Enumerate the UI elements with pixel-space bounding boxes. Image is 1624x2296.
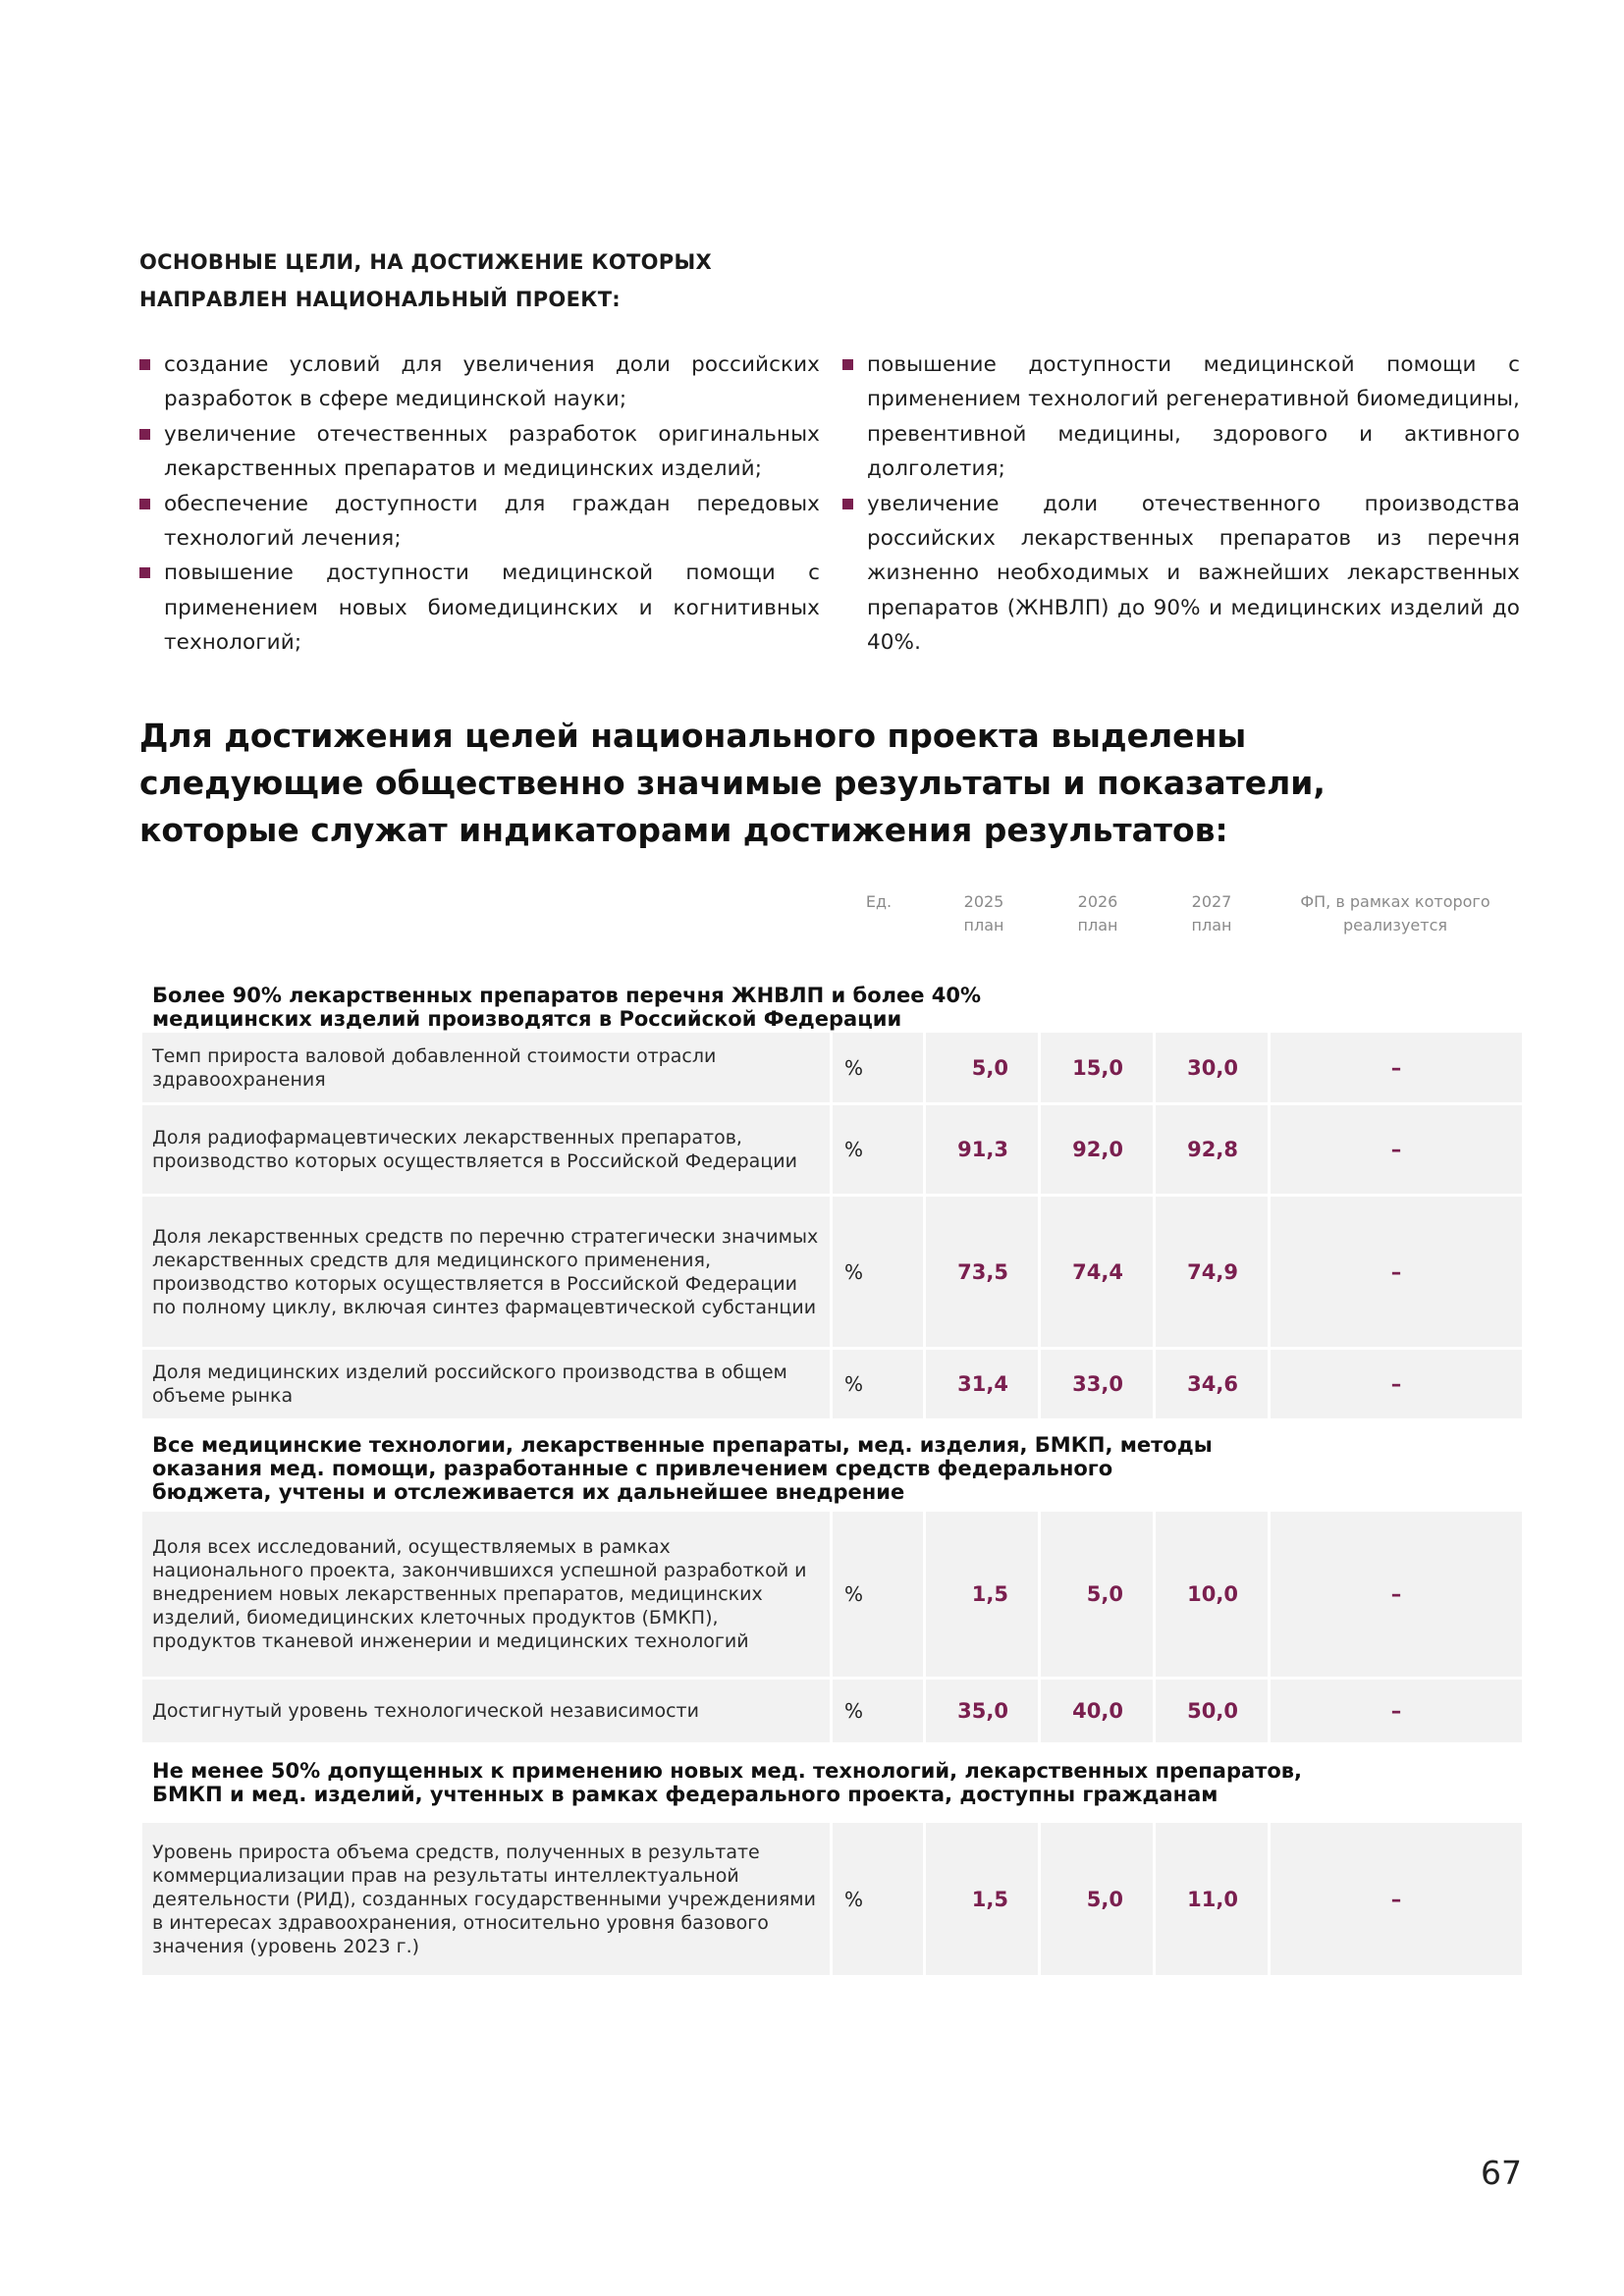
fp-value: – [1271, 1350, 1522, 1418]
value-2025: 5,0 [926, 1033, 1038, 1102]
value-2026: 15,0 [1041, 1033, 1153, 1102]
goal-item [139, 347, 820, 417]
indicator-name: Доля лекарственных средств по перечню стратегически значимых лекарственных средств для медицинского применения, производство которых осуществляется в Российской Федерации по полному циклу, включая синтез фармацевтической субстанции [142, 1197, 830, 1347]
goals-list-left [139, 347, 820, 661]
column-header-text: ФП, в рамках которого [1300, 892, 1490, 911]
indicator-name: Доля медицинских изделий российского производства в общем объеме рынка [142, 1350, 830, 1418]
goal-item [139, 487, 820, 557]
indicator-name: Темп прироста валовой добавленной стоимости отрасли здравоохранения [142, 1033, 830, 1102]
goal-text: создание условий для увеличения доли российских разработок в сфере медицинской науки; [164, 352, 820, 412]
section-heading-line: Для достижения целей национального проекта выделены [139, 717, 1247, 755]
table-row [142, 1197, 1522, 1347]
group-title-line: медицинских изделий производятся в Российской Федерации [152, 1007, 902, 1031]
section-heading [139, 713, 1514, 854]
goal-text: увеличение доли отечественного производства российских лекарственных препаратов из перечня жизненно необходимых и важнейших лекарственных препаратов (ЖНВЛП) до 90% и медицинских изделий до 40%. [867, 491, 1520, 656]
goal-item [842, 347, 1520, 487]
group-title [152, 1433, 1330, 1504]
goal-item [139, 556, 820, 660]
indicator-name: Доля всех исследований, осуществляемых в рамках национального проекта, закончившихся успешной разработкой и внедрением новых лекарственных препаратов, медицинских изделий, биомедицинских клеточных продуктов (БМКП), продуктов тканевой инженерии и медицинских технологий [142, 1512, 830, 1677]
goals-heading-line: НАПРАВЛЕН НАЦИОНАЛЬНЫЙ ПРОЕКТ: [139, 288, 622, 311]
group-title-line: бюджета, учтены и отслеживается их дальнейшее внедрение [152, 1480, 905, 1504]
page-number: 67 [1481, 2154, 1522, 2192]
fp-value: – [1271, 1823, 1522, 1975]
group-title [152, 1759, 1330, 1806]
square-bullet-icon [139, 359, 150, 370]
fp-value: – [1271, 1680, 1522, 1742]
group-title-line: оказания мед. помощи, разработанные с привлечением средств федерального [152, 1457, 1113, 1480]
goals-heading-line: ОСНОВНЫЕ ЦЕЛИ, НА ДОСТИЖЕНИЕ КОТОРЫХ [139, 250, 713, 274]
square-bullet-icon [139, 429, 150, 440]
indicator-name: Доля радиофармацевтических лекарственных препаратов, производство которых осуществляется в Российской Федерации [142, 1105, 830, 1194]
column-header-text: 2026 [1077, 892, 1118, 911]
group-title-line: Не менее 50% допущенных к применению новых мед. технологий, лекарственных препаратов, [152, 1759, 1303, 1783]
fp-value: – [1271, 1197, 1522, 1347]
value-2026: 74,4 [1041, 1197, 1153, 1347]
indicator-unit: % [833, 1350, 923, 1418]
value-2027: 10,0 [1156, 1512, 1268, 1677]
square-bullet-icon [139, 499, 150, 509]
indicator-unit: % [833, 1512, 923, 1677]
table-row [142, 1105, 1522, 1194]
indicator-unit: % [833, 1197, 923, 1347]
value-2027: 92,8 [1156, 1105, 1268, 1194]
column-header-text: Ед. [865, 892, 893, 911]
fp-value: – [1271, 1033, 1522, 1102]
value-2027: 11,0 [1156, 1823, 1268, 1975]
column-header-unit [854, 890, 903, 914]
group-title [152, 984, 1330, 1031]
group-title-line: Все медицинские технологии, лекарственные препараты, мед. изделия, БМКП, методы [152, 1433, 1213, 1457]
column-header-text: реализуется [1343, 916, 1447, 934]
group-title-line: Более 90% лекарственных препаратов перечня ЖНВЛП и более 40% [152, 984, 982, 1007]
column-header-text: 2025 [963, 892, 1004, 911]
indicator-unit: % [833, 1680, 923, 1742]
value-2026: 40,0 [1041, 1680, 1153, 1742]
goals-heading [139, 243, 827, 318]
column-header-text: план [1191, 916, 1232, 934]
value-2025: 73,5 [926, 1197, 1038, 1347]
section-heading-line: которые служат индикаторами достижения результатов: [139, 811, 1228, 849]
goal-text: увеличение отечественных разработок оригинальных лекарственных препаратов и медицинских изделий; [164, 421, 820, 482]
column-header-fp [1272, 890, 1518, 937]
column-header-2025 [945, 890, 1023, 937]
indicator-name: Достигнутый уровень технологической независимости [142, 1680, 830, 1742]
square-bullet-icon [842, 359, 853, 370]
value-2026: 5,0 [1041, 1823, 1153, 1975]
goals-list-right [842, 347, 1520, 661]
table-row [142, 1033, 1522, 1102]
indicator-name: Уровень прироста объема средств, полученных в результате коммерциализации прав на результаты интеллектуальной деятельности (РИД), созданных государственными учреждениями в интересах здравоохранения, относительно уровня базового значения (уровень 2023 г.) [142, 1823, 830, 1975]
value-2026: 92,0 [1041, 1105, 1153, 1194]
column-header-2027 [1172, 890, 1251, 937]
value-2025: 91,3 [926, 1105, 1038, 1194]
value-2025: 35,0 [926, 1680, 1038, 1742]
goal-item [139, 417, 820, 487]
square-bullet-icon [842, 499, 853, 509]
indicator-unit: % [833, 1033, 923, 1102]
column-header-text: план [963, 916, 1004, 934]
table-row [142, 1512, 1522, 1677]
value-2027: 30,0 [1156, 1033, 1268, 1102]
value-2027: 34,6 [1156, 1350, 1268, 1418]
column-header-text: план [1077, 916, 1118, 934]
value-2026: 33,0 [1041, 1350, 1153, 1418]
value-2027: 50,0 [1156, 1680, 1268, 1742]
value-2026: 5,0 [1041, 1512, 1153, 1677]
value-2025: 1,5 [926, 1823, 1038, 1975]
table-row [142, 1680, 1522, 1742]
value-2027: 74,9 [1156, 1197, 1268, 1347]
section-heading-line: следующие общественно значимые результаты и показатели, [139, 764, 1326, 802]
table-row [142, 1823, 1522, 1975]
square-bullet-icon [139, 567, 150, 578]
indicator-unit: % [833, 1823, 923, 1975]
value-2025: 31,4 [926, 1350, 1038, 1418]
goal-text: обеспечение доступности для граждан передовых технологий лечения; [164, 491, 820, 552]
column-header-text: 2027 [1191, 892, 1232, 911]
value-2025: 1,5 [926, 1512, 1038, 1677]
goal-text: повышение доступности медицинской помощи с применением новых биомедицинских и когнитивных технологий; [164, 561, 820, 656]
indicator-unit: % [833, 1105, 923, 1194]
goal-item [842, 487, 1520, 661]
fp-value: – [1271, 1105, 1522, 1194]
goal-text: повышение доступности медицинской помощи с применением технологий регенеративной биомедицины, превентивной медицины, здорового и активного долголетия; [867, 352, 1520, 482]
group-title-line: БМКП и мед. изделий, учтенных в рамках федерального проекта, доступны гражданам [152, 1783, 1218, 1806]
column-header-2026 [1058, 890, 1137, 937]
table-row [142, 1350, 1522, 1418]
fp-value: – [1271, 1512, 1522, 1677]
